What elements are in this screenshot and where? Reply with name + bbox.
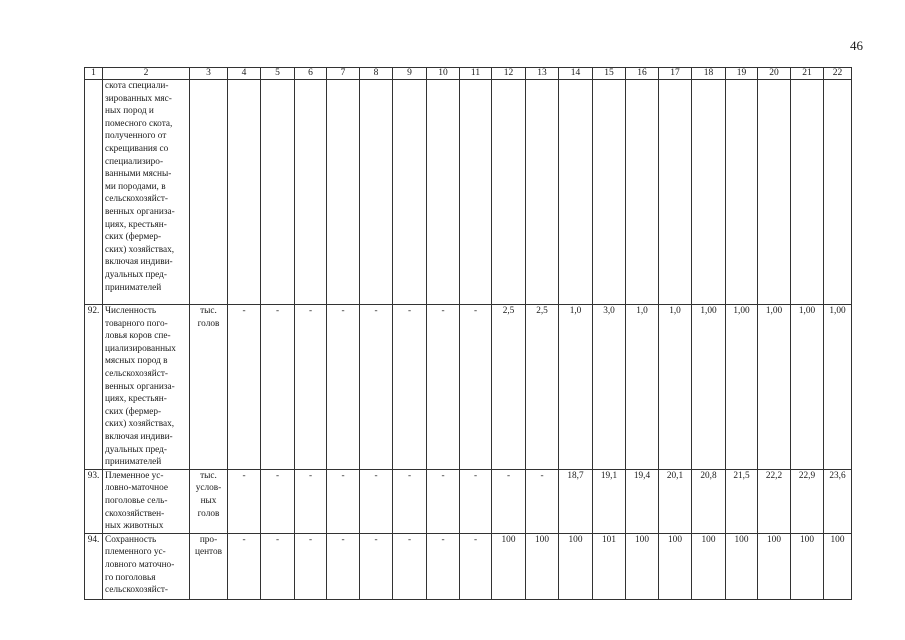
header-cell: 5	[261, 68, 295, 80]
value-cell: 1,00	[726, 305, 758, 470]
data-table	[84, 67, 852, 600]
value-cell: 100	[692, 533, 726, 599]
header-cell: 19	[726, 68, 758, 80]
description-line: скота специали-	[105, 81, 169, 91]
value-cell: 100	[824, 533, 852, 599]
value-cell	[626, 80, 659, 305]
unit-of-measure	[190, 80, 228, 305]
unit-of-measure	[190, 533, 228, 599]
header-cell: 14	[559, 68, 593, 80]
unit-line: тыс.	[200, 306, 217, 316]
value-cell: 1,00	[758, 305, 791, 470]
value-cell: 1,0	[559, 305, 593, 470]
table-row	[85, 533, 852, 599]
description-line: ских) хозяйствах,	[105, 419, 175, 430]
value-cell: 100	[559, 533, 593, 599]
description-line: сельскохозяйст-	[105, 194, 168, 205]
description-line: венных организа-	[105, 206, 175, 217]
value-cell: -	[261, 469, 295, 533]
description-line: ских (фермер-	[105, 232, 162, 243]
description-line: ловья коров спе-	[105, 331, 171, 342]
value-cell: -	[393, 469, 427, 533]
value-cell: -	[526, 469, 559, 533]
description-line: специализиро-	[105, 156, 164, 167]
header-row	[85, 68, 852, 80]
value-cell	[327, 80, 360, 305]
description-line: ловного маточно-	[105, 559, 175, 570]
value-cell: 100	[758, 533, 791, 599]
description-line: принимателей	[105, 457, 162, 468]
header-cell: 9	[393, 68, 427, 80]
description-line: товарного пого-	[105, 318, 168, 329]
value-cell	[791, 80, 824, 305]
value-cell: 22,2	[758, 469, 791, 533]
value-cell: -	[460, 469, 492, 533]
value-cell	[228, 80, 261, 305]
value-cell: 1,0	[626, 305, 659, 470]
value-cell: 2,5	[492, 305, 526, 470]
value-cell: 20,1	[659, 469, 692, 533]
value-cell	[295, 80, 327, 305]
value-cell: 1,00	[692, 305, 726, 470]
description-line: зированных мяс-	[105, 93, 172, 104]
value-cell	[758, 80, 791, 305]
row-number: 94.	[85, 533, 103, 599]
value-cell: -	[360, 533, 393, 599]
description-line: ми породами, в	[105, 181, 166, 192]
header-cell: 2	[103, 68, 190, 80]
description-line: мясных пород в	[105, 356, 168, 367]
value-cell: 2,5	[526, 305, 559, 470]
value-cell: -	[492, 469, 526, 533]
value-cell: 100	[659, 533, 692, 599]
value-cell: 18,7	[559, 469, 593, 533]
description-line: ных животных	[105, 521, 164, 532]
value-cell: -	[295, 469, 327, 533]
value-cell	[659, 80, 692, 305]
value-cell: 23,6	[824, 469, 852, 533]
value-cell	[526, 80, 559, 305]
description-line: циях, крестьян-	[105, 219, 167, 230]
indicator-description	[103, 80, 190, 305]
value-cell: 101	[593, 533, 626, 599]
unit-line: ных	[200, 495, 217, 506]
value-cell	[824, 80, 852, 305]
value-cell: -	[261, 533, 295, 599]
header-cell: 1	[85, 68, 103, 80]
value-cell: 1,0	[659, 305, 692, 470]
value-cell: 1,00	[824, 305, 852, 470]
value-cell: 100	[526, 533, 559, 599]
value-cell: 100	[492, 533, 526, 599]
unit-line: голов	[197, 318, 220, 329]
value-cell: -	[228, 305, 261, 470]
indicator-description	[103, 533, 190, 599]
description-line: дуальных пред-	[105, 269, 167, 280]
header-cell: 10	[427, 68, 460, 80]
value-cell: 100	[626, 533, 659, 599]
unit-line: тыс.	[200, 470, 217, 481]
indicator-description	[103, 469, 190, 533]
value-cell: -	[295, 533, 327, 599]
unit-line: голов	[197, 508, 220, 519]
value-cell: -	[393, 533, 427, 599]
value-cell	[492, 80, 526, 305]
header-cell: 11	[460, 68, 492, 80]
table-row	[85, 305, 852, 470]
value-cell: 19,1	[593, 469, 626, 533]
description-line: ванными мясны-	[105, 169, 172, 180]
header-cell: 21	[791, 68, 824, 80]
description-line: Численность	[105, 306, 157, 316]
value-cell	[261, 80, 295, 305]
row-number	[85, 80, 103, 305]
unit-line: про-	[199, 534, 218, 545]
value-cell: 1,00	[791, 305, 824, 470]
value-cell	[360, 80, 393, 305]
header-cell: 8	[360, 68, 393, 80]
unit-line: услов-	[195, 483, 222, 494]
value-cell	[460, 80, 492, 305]
description-line: Племенное ус-	[105, 470, 164, 481]
header-cell: 20	[758, 68, 791, 80]
value-cell: -	[228, 469, 261, 533]
description-line: циализированных	[105, 343, 176, 354]
value-cell: 100	[726, 533, 758, 599]
header-cell: 17	[659, 68, 692, 80]
value-cell: 21,5	[726, 469, 758, 533]
description-line: го поголовья	[105, 572, 156, 583]
value-cell: -	[327, 533, 360, 599]
description-line: сельскохозяйст-	[105, 368, 168, 379]
description-line: сельскохозяйст-	[105, 585, 168, 596]
value-cell: -	[228, 533, 261, 599]
value-cell	[692, 80, 726, 305]
description-line: помесного скота,	[105, 118, 173, 129]
unit-line: центов	[194, 547, 223, 558]
header-cell: 6	[295, 68, 327, 80]
value-cell: -	[427, 305, 460, 470]
row-number: 93.	[85, 469, 103, 533]
value-cell: -	[393, 305, 427, 470]
row-number: 92.	[85, 305, 103, 470]
value-cell	[393, 80, 427, 305]
value-cell	[593, 80, 626, 305]
description-line: ских) хозяйствах,	[105, 244, 175, 255]
description-line: полученного от	[105, 131, 167, 142]
value-cell: -	[261, 305, 295, 470]
description-line: включая индиви-	[105, 257, 173, 268]
description-line: Сохранность	[105, 534, 157, 545]
value-cell: -	[427, 533, 460, 599]
header-cell: 18	[692, 68, 726, 80]
description-line: ных пород и	[105, 106, 154, 117]
value-cell: 20,8	[692, 469, 726, 533]
description-line: циях, крестьян-	[105, 394, 167, 405]
description-line: принимателей	[105, 282, 162, 293]
value-cell: -	[327, 305, 360, 470]
value-cell: -	[427, 469, 460, 533]
value-cell	[559, 80, 593, 305]
header-cell: 3	[190, 68, 228, 80]
header-cell: 4	[228, 68, 261, 80]
header-cell: 16	[626, 68, 659, 80]
value-cell: -	[295, 305, 327, 470]
description-line: ских (фермер-	[105, 406, 162, 417]
description-line: скохозяйствен-	[105, 508, 165, 519]
page-number: 46	[850, 38, 863, 53]
unit-of-measure	[190, 305, 228, 470]
value-cell: 19,4	[626, 469, 659, 533]
value-cell: 100	[791, 533, 824, 599]
value-cell: -	[460, 533, 492, 599]
header-cell: 22	[824, 68, 852, 80]
description-line: венных организа-	[105, 381, 175, 392]
description-line: включая индиви-	[105, 431, 173, 442]
header-cell: 7	[327, 68, 360, 80]
header-cell: 13	[526, 68, 559, 80]
table-row	[85, 469, 852, 533]
value-cell: 3,0	[593, 305, 626, 470]
value-cell	[726, 80, 758, 305]
description-line: племенного ус-	[105, 547, 166, 558]
description-line: поголовье сель-	[105, 495, 168, 506]
value-cell: -	[327, 469, 360, 533]
header-cell: 15	[593, 68, 626, 80]
unit-of-measure	[190, 469, 228, 533]
table-row	[85, 80, 852, 305]
description-line: скрещивания со	[105, 143, 169, 154]
value-cell: -	[360, 469, 393, 533]
value-cell: -	[360, 305, 393, 470]
value-cell: -	[460, 305, 492, 470]
header-cell: 12	[492, 68, 526, 80]
value-cell: 22,9	[791, 469, 824, 533]
value-cell	[427, 80, 460, 305]
indicator-description	[103, 305, 190, 470]
description-line: дуальных пред-	[105, 444, 167, 455]
description-line: ловно-маточное	[105, 483, 168, 494]
